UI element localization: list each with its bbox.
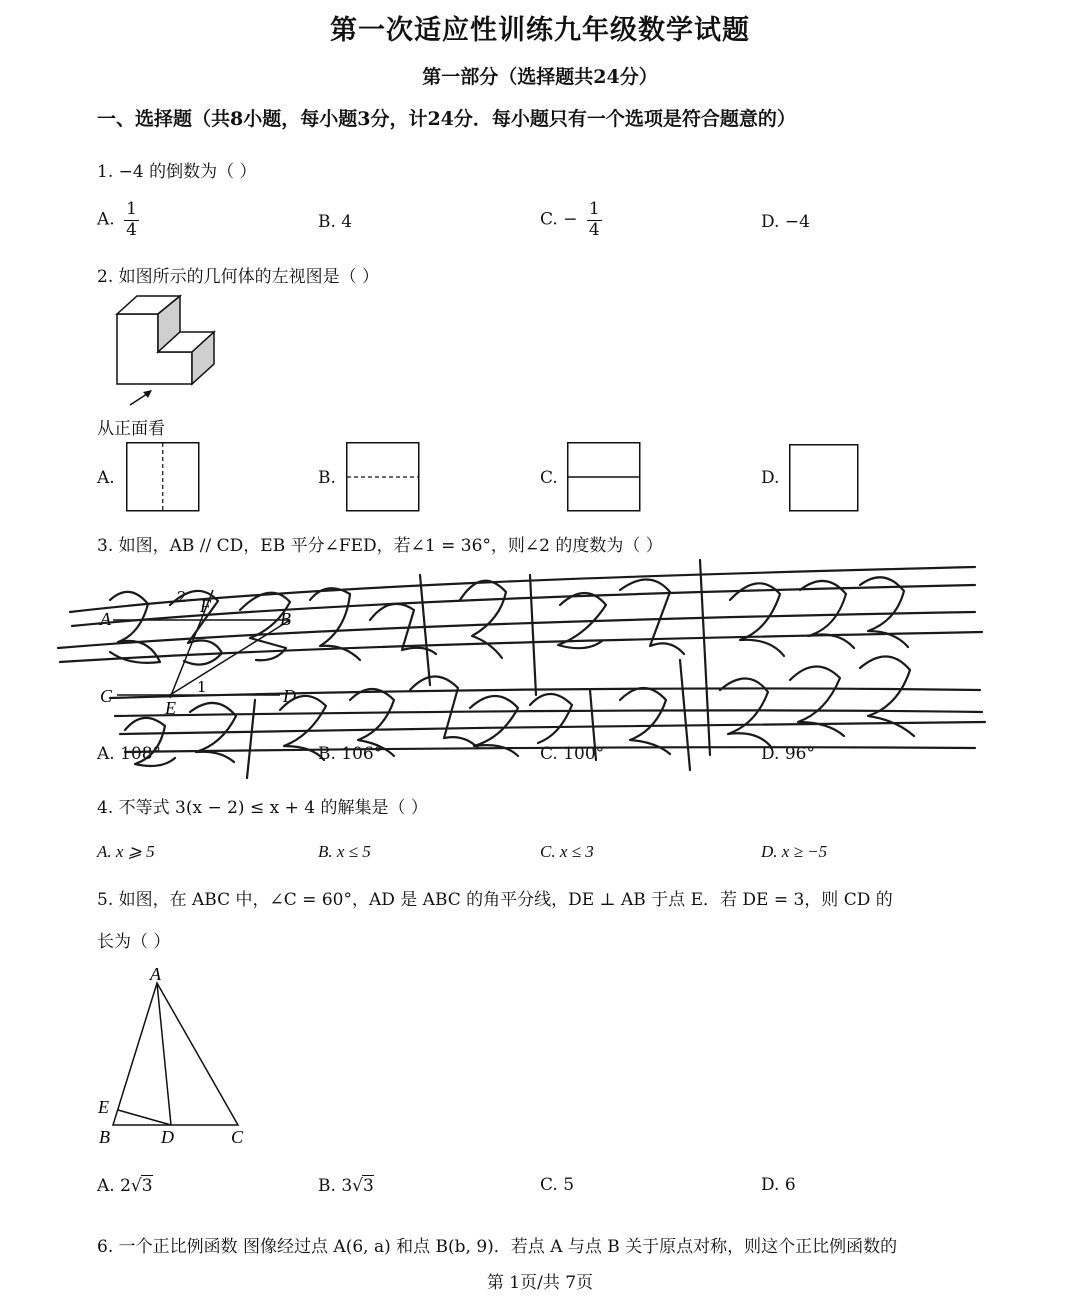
q3-label-A: A bbox=[100, 609, 111, 629]
q5-label-C: C bbox=[231, 1127, 244, 1147]
q5-option-d: D. 6 bbox=[761, 1175, 796, 1195]
q5-b-coef: 3 bbox=[341, 1176, 353, 1196]
q2-option-d: D. bbox=[761, 468, 780, 488]
q3-label-E: E bbox=[165, 698, 176, 718]
q3-option-b: B. 106° bbox=[318, 744, 383, 764]
q5-triangle-figure bbox=[95, 965, 255, 1155]
part-heading: 第一部分（选择题共24分） bbox=[422, 66, 658, 88]
q5-label-B: B bbox=[99, 1127, 110, 1147]
q5-option-b: B. 3√3 bbox=[318, 1176, 374, 1196]
q3-stem: 3. 如图，AB // CD，EB 平分∠FED，若∠1 = 36°，则∠2 的度数为（ ） bbox=[97, 536, 663, 556]
q3-label-C: C bbox=[100, 686, 113, 706]
q3-option-d: D. 96° bbox=[761, 744, 815, 764]
q5-b-prefix: B. bbox=[318, 1176, 336, 1196]
q5-option-c: C. 5 bbox=[540, 1175, 575, 1195]
q2-caption: 从正面看 bbox=[97, 419, 165, 439]
q5-stem: 5. 如图，在 ABC 中，∠C = 60°，AD 是 ABC 的角平分线，DE ⊥ AB 于点 E．若 DE = 3，则 CD 的 bbox=[97, 890, 893, 910]
q4-option-b: B. x ≤ 5 bbox=[318, 842, 371, 861]
q1-option-b: B. 4 bbox=[318, 212, 353, 232]
q3-label-D: D bbox=[283, 686, 296, 706]
q4-option-c: C. x ≤ 3 bbox=[540, 842, 594, 861]
q1-c-prefix: C. − bbox=[540, 209, 578, 230]
q3-label-F: F bbox=[200, 596, 211, 616]
page-footer: 第 1页/共 7页 bbox=[486, 1273, 594, 1293]
exam-title: 第一次适应性训练九年级数学试题 bbox=[330, 15, 750, 46]
q3-option-c: C. 100° bbox=[540, 744, 605, 764]
q1-a-num: 1 bbox=[126, 199, 137, 219]
q5-a-radicand: 3 bbox=[141, 1176, 153, 1196]
q5-label-E: E bbox=[98, 1097, 109, 1117]
q6-stem: 6. 一个正比例函数 图像经过点 A(6, a) 和点 B(b, 9)．若点 A 与点 B 关于原点对称，则这个正比例函数的 bbox=[97, 1237, 898, 1257]
q2-stem: 2. 如图所示的几何体的左视图是（ ） bbox=[97, 267, 380, 287]
q3-label-angle-1: 1 bbox=[197, 678, 207, 696]
q1-a-prefix: A. bbox=[97, 209, 115, 230]
q1-option-d: D. −4 bbox=[761, 212, 810, 232]
q5-a-coef: 2 bbox=[120, 1176, 131, 1196]
q5-b-radicand: 3 bbox=[362, 1176, 374, 1196]
q5-a-prefix: A. bbox=[97, 1176, 115, 1196]
q2-option-a: A. bbox=[97, 468, 115, 488]
q5-label-A: A bbox=[150, 964, 161, 984]
q5-option-a: A. 2√3 bbox=[97, 1176, 153, 1196]
q1-a-den: 4 bbox=[126, 219, 137, 240]
q4-option-a: A. x ⩾ 5 bbox=[97, 842, 155, 861]
q2-option-b: B. bbox=[318, 468, 336, 488]
q1-c-den: 4 bbox=[588, 219, 600, 240]
q2-option-c: C. bbox=[540, 468, 558, 488]
q4-option-d: D. x ≥ −5 bbox=[761, 842, 828, 861]
q4-stem: 4. 不等式 3(x − 2) ≤ x + 4 的解集是（ ） bbox=[97, 798, 428, 818]
q1-c-num: 1 bbox=[588, 199, 600, 219]
q5-label-D: D bbox=[161, 1127, 174, 1147]
q3-option-a: A. 108° bbox=[97, 744, 162, 764]
q3-label-B: B bbox=[280, 609, 291, 629]
q5-stem-continued: 长为（ ） bbox=[97, 932, 171, 952]
section-heading: 一、选择题（共8小题，每小题3分，计24分．每小题只有一个选项是符合题意的） bbox=[97, 108, 796, 130]
q1-stem: 1. −4 的倒数为（ ） bbox=[97, 162, 257, 182]
q3-label-angle-2: 2 bbox=[177, 588, 187, 606]
